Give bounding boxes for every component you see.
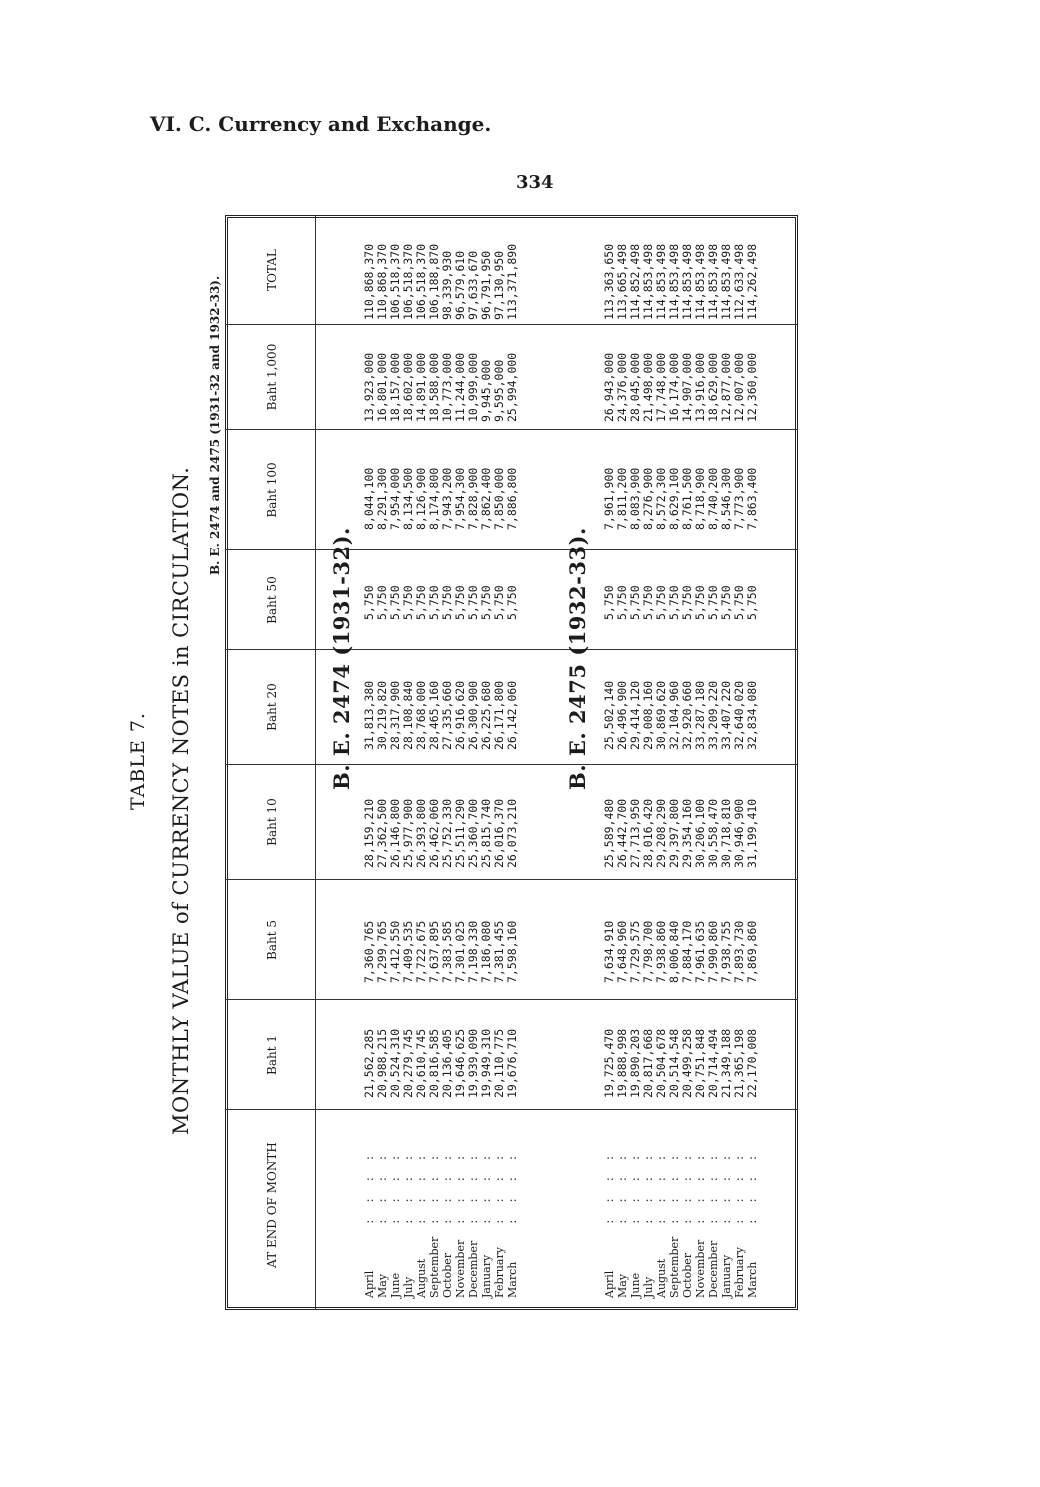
baht20-values (603, 681, 759, 750)
table-cell: 113,665,498 (615, 243, 629, 320)
table-cell: 26,225,680 (479, 680, 493, 750)
table-cell: 26,496,900 (615, 680, 629, 750)
table-cell: 5,750 (667, 585, 681, 620)
table-cell: November (454, 1239, 467, 1298)
table-cell: 113,371,890 (505, 243, 519, 320)
table-cell: 7,412,550 (388, 920, 402, 983)
table-cell: 31,199,410 (745, 798, 759, 868)
table-cell: 26,142,060 (505, 680, 519, 750)
table-cell: 96,791,950 (479, 250, 493, 320)
table-cell: 114,852,498 (628, 243, 642, 320)
table-cell: 28,317,900 (388, 680, 402, 750)
table-cell: 8,276,900 (641, 467, 655, 530)
month-list (603, 1237, 759, 1298)
table-cell: 26,146,800 (388, 798, 402, 868)
table-cell: 9,945,000 (479, 359, 493, 422)
table-cell: 20,514,548 (667, 1028, 681, 1098)
header-baht100: Baht 100 (265, 462, 279, 518)
table-cell: 28,465,160 (427, 680, 441, 750)
table-cell: 5,750 (680, 585, 694, 620)
table-cell: 7,598,160 (505, 920, 519, 983)
table-cell: 8,044,100 (362, 467, 376, 530)
table-cell: 114,853,498 (667, 243, 681, 320)
table-cell: 106,188,870 (427, 243, 441, 320)
table-cell: 20,504,678 (654, 1028, 668, 1098)
table-cell: 27,362,500 (375, 798, 389, 868)
baht50-values (363, 585, 519, 620)
table-cell: 21,562,285 (362, 1028, 376, 1098)
table-cell: 27,713,950 (628, 798, 642, 868)
table-cell: August (655, 1258, 668, 1298)
header-baht10: Baht 10 (265, 798, 279, 846)
table-cell: 5,750 (453, 585, 467, 620)
table-cell: 7,360,765 (362, 920, 376, 983)
leader-dot-row: : : : : (642, 1150, 655, 1225)
leader-dot-row: : : : : (493, 1150, 506, 1225)
page-number: 334 (516, 172, 554, 193)
table-cell: 28,016,420 (641, 798, 655, 868)
table-cell: 25,589,480 (602, 798, 616, 868)
baht5-values (603, 921, 759, 983)
section-heading: VI. C. Currency and Exchange. (150, 112, 492, 136)
table-cell: 7,383,585 (440, 920, 454, 983)
leader-dot-row: : : : : (402, 1150, 415, 1225)
table-cell: 18,602,000 (401, 352, 415, 422)
col-divider (225, 1109, 798, 1110)
table-cell: 25,752,330 (440, 798, 454, 868)
baht1-values (363, 1029, 519, 1098)
table-cell: 7,828,900 (466, 467, 480, 530)
table-cell: 32,104,960 (667, 680, 681, 750)
table-cell: December (707, 1240, 720, 1298)
table-cell: 20,110,775 (492, 1028, 506, 1098)
baht1-values (603, 1029, 759, 1098)
leader-dot-row: : : : : (707, 1150, 720, 1225)
table-cell: 7,938,860 (654, 920, 668, 983)
table-cell: 12,007,000 (732, 352, 746, 422)
table-cell: 19,646,625 (453, 1028, 467, 1098)
table-cell: 7,869,860 (745, 920, 759, 983)
table-cell: 25,502,140 (602, 680, 616, 750)
leader-dot-row: : : : : (454, 1150, 467, 1225)
table-cell: March (746, 1261, 759, 1298)
table-cell: February (493, 1247, 506, 1298)
table-cell: 26,943,000 (602, 352, 616, 422)
table-cell: 26,073,210 (505, 798, 519, 868)
table-cell: 30,558,470 (706, 798, 720, 868)
table-cell: April (363, 1270, 376, 1298)
table-cell: 32,920,660 (680, 680, 694, 750)
table-cell: 114,853,498 (680, 243, 694, 320)
table-cell: 110,868,370 (362, 243, 376, 320)
table-cell: 7,938,755 (719, 920, 733, 983)
table-cell: 30,718,810 (719, 798, 733, 868)
table-cell: September (668, 1236, 681, 1298)
table-cell: 5,750 (719, 585, 733, 620)
table-cell: 30,206,100 (693, 798, 707, 868)
table-cell: November (694, 1239, 707, 1298)
table-cell: 18,629,000 (706, 352, 720, 422)
table-cell: 5,750 (693, 585, 707, 620)
table-cell: 112,633,498 (732, 243, 746, 320)
table-cell: 110,868,370 (375, 243, 389, 320)
table-cell: 8,174,800 (427, 467, 441, 530)
baht1000-values (603, 353, 759, 422)
table-cell: 11,244,000 (453, 352, 467, 422)
col-divider (225, 764, 798, 765)
table-cell: 7,863,400 (745, 467, 759, 530)
table-cell: 5,750 (615, 585, 629, 620)
leader-dot-row: : : : : (733, 1150, 746, 1225)
table-cell: 5,750 (654, 585, 668, 620)
table-cell: 26,393,800 (414, 798, 428, 868)
table-cell: 28,159,210 (362, 798, 376, 868)
table-cell: 14,891,000 (414, 352, 428, 422)
table-cell: January (480, 1254, 493, 1298)
table-cell: 29,354,160 (680, 798, 694, 868)
table-cell: 8,761,500 (680, 467, 694, 530)
table-cell: 114,853,498 (641, 243, 655, 320)
header-total: TOTAL (265, 249, 279, 291)
table-cell: 8,572,300 (654, 467, 668, 530)
table-cell: 19,939,090 (466, 1028, 480, 1098)
table-cell: 7,729,575 (628, 920, 642, 983)
table-cell: 106,518,370 (401, 243, 415, 320)
table-cell: 5,750 (414, 585, 428, 620)
table-cell: 9,595,000 (492, 359, 506, 422)
total-values (603, 244, 759, 320)
leader-dot-row: : : : : (428, 1150, 441, 1225)
baht100-values (363, 468, 519, 530)
table-cell: 20,136,405 (440, 1028, 454, 1098)
table-cell: 98,339,930 (440, 250, 454, 320)
table-cell: 106,518,370 (414, 243, 428, 320)
leader-dot-row: : : : : (629, 1150, 642, 1225)
leader-dot-row: : : : : (681, 1150, 694, 1225)
table-cell: 13,923,000 (362, 352, 376, 422)
baht10-values (603, 799, 759, 868)
table-cell: 32,834,080 (745, 680, 759, 750)
table-cell: 24,376,000 (615, 352, 629, 422)
table-cell: 19,890,203 (628, 1028, 642, 1098)
table-cell: 8,083,900 (628, 467, 642, 530)
header-baht1000: Baht 1,000 (265, 343, 279, 411)
table-cell: 7,798,700 (641, 920, 655, 983)
table-cell: July (642, 1276, 655, 1298)
table-cell: 7,954,300 (453, 467, 467, 530)
table-cell: 113,363,650 (602, 243, 616, 320)
table-cell: 33,287,180 (693, 680, 707, 750)
table-cell: 20,817,668 (641, 1028, 655, 1098)
table-cell: 10,999,000 (466, 352, 480, 422)
table-cell: 25,511,290 (453, 798, 467, 868)
table-cell: April (603, 1270, 616, 1298)
table-cell: 7,634,910 (602, 920, 616, 983)
table-cell: 7,811,200 (615, 467, 629, 530)
table-cell: 5,750 (492, 585, 506, 620)
leader-dot-row: : : : : (616, 1150, 629, 1225)
month-list (363, 1237, 519, 1298)
table-cell: 7,722,675 (414, 920, 428, 983)
leader-dot-row: : : : : (694, 1150, 707, 1225)
table-cell: 8,629,100 (667, 467, 681, 530)
header-baht20: Baht 20 (265, 683, 279, 731)
baht5-values (363, 921, 519, 983)
rotated-table-page (125, 210, 825, 1310)
table-cell: 8,740,200 (706, 467, 720, 530)
table-cell: 114,853,498 (693, 243, 707, 320)
table-cell: June (389, 1272, 402, 1298)
table-cell: 5,750 (628, 585, 642, 620)
table-cell: 5,750 (388, 585, 402, 620)
table-cell: 5,750 (745, 585, 759, 620)
table-cell: 21,349,188 (719, 1028, 733, 1098)
table-cell: 25,360,700 (466, 798, 480, 868)
table-cell: 20,988,215 (375, 1028, 389, 1098)
table-cell: 114,853,498 (706, 243, 720, 320)
table-cell: 10,773,000 (440, 352, 454, 422)
table-cell: 25,815,740 (479, 798, 493, 868)
table-cell: 26,300,900 (466, 680, 480, 750)
table-cell: October (681, 1252, 694, 1298)
table-cell: 7,954,000 (388, 467, 402, 530)
table-cell: December (467, 1240, 480, 1298)
table-title: MONTHLY VALUE of CURRENCY NOTES in CIRCULATION. (169, 466, 193, 1135)
leader-dot-row: : : : : (720, 1150, 733, 1225)
table-cell: 97,130,950 (492, 250, 506, 320)
leader-dot-row: : : : : (506, 1150, 519, 1225)
leader-dot-row: : : : : (668, 1150, 681, 1225)
leader-dot-row: : : : : (746, 1150, 759, 1225)
table-cell: September (428, 1236, 441, 1298)
table-cell: 32,640,020 (732, 680, 746, 750)
table-cell: 97,633,670 (466, 250, 480, 320)
baht10-values (363, 799, 519, 868)
table-cell: 5,750 (375, 585, 389, 620)
table-cell: 7,381,455 (492, 920, 506, 983)
table-cell: 5,750 (401, 585, 415, 620)
table-cell: 20,499,258 (680, 1028, 694, 1098)
table-cell: 5,750 (362, 585, 376, 620)
table-cell: 7,961,900 (602, 467, 616, 530)
table-cell: 114,853,498 (654, 243, 668, 320)
total-values (363, 244, 519, 320)
col-divider (225, 549, 798, 550)
table-cell: 5,750 (479, 585, 493, 620)
col-divider (225, 999, 798, 1000)
table-cell: 19,888,998 (615, 1028, 629, 1098)
table-cell: 25,977,900 (401, 798, 415, 868)
table-cell: 5,750 (466, 585, 480, 620)
table-cell: 7,886,800 (505, 467, 519, 530)
table-cell: 26,171,800 (492, 680, 506, 750)
table-cell: 12,360,000 (745, 352, 759, 422)
table-cell: 7,773,900 (732, 467, 746, 530)
table-cell: 26,462,060 (427, 798, 441, 868)
table-cell: 28,768,000 (414, 680, 428, 750)
header-baht1: Baht 1 (265, 1035, 279, 1075)
table-cell: 12,877,000 (719, 352, 733, 422)
table-cell: 26,916,620 (453, 680, 467, 750)
table-cell: 20,751,848 (693, 1028, 707, 1098)
table-cell: 21,498,000 (641, 352, 655, 422)
leader-dots (363, 1151, 519, 1225)
table-cell: 22,170,008 (745, 1028, 759, 1098)
table-cell: 7,299,765 (375, 920, 389, 983)
leader-dots (603, 1151, 759, 1225)
table-cell: 7,198,330 (466, 920, 480, 983)
table-cell: 25,994,000 (505, 352, 519, 422)
table-cell: 33,209,220 (706, 680, 720, 750)
header-rule (315, 215, 316, 1310)
table-cell: 16,174,000 (667, 352, 681, 422)
table-cell: 16,801,000 (375, 352, 389, 422)
table-cell: 8,718,900 (693, 467, 707, 530)
table-cell: 8,126,900 (414, 467, 428, 530)
table-cell: 7,862,400 (479, 467, 493, 530)
table-cell: August (415, 1258, 428, 1298)
leader-dot-row: : : : : (467, 1150, 480, 1225)
year-heading: B. E. 2475 (1932-33). (565, 527, 590, 790)
baht100-values (603, 468, 759, 530)
table-cell: 5,750 (641, 585, 655, 620)
header-baht50: Baht 50 (265, 576, 279, 624)
table-cell: 7,990,860 (706, 920, 720, 983)
table-cell: October (441, 1252, 454, 1298)
table-cell: 5,750 (440, 585, 454, 620)
table-cell: 5,750 (602, 585, 616, 620)
table-cell: 20,714,494 (706, 1028, 720, 1098)
table-cell: 20,524,310 (388, 1028, 402, 1098)
table-cell: 7,301,025 (453, 920, 467, 983)
col-divider (225, 429, 798, 430)
table-cell: 30,219,820 (375, 680, 389, 750)
table-cell: 7,884,170 (680, 920, 694, 983)
table-cell: 18,157,000 (388, 352, 402, 422)
table-cell: 14,907,000 (680, 352, 694, 422)
table-cell: 21,365,198 (732, 1028, 746, 1098)
table-cell: 20,816,585 (427, 1028, 441, 1098)
table-cell: 8,134,500 (401, 467, 415, 530)
leader-dot-row: : : : : (389, 1150, 402, 1225)
table-cell: 19,949,310 (479, 1028, 493, 1098)
table-cell: 13,916,000 (693, 352, 707, 422)
year-heading: B. E. 2474 (1931-32). (329, 527, 354, 790)
table-cell: 5,750 (505, 585, 519, 620)
table-cell: 29,008,160 (641, 680, 655, 750)
table-cell: 33,407,220 (719, 680, 733, 750)
table-cell: 114,262,498 (745, 243, 759, 320)
table-cell: 28,108,840 (401, 680, 415, 750)
leader-dot-row: : : : : (441, 1150, 454, 1225)
leader-dot-row: : : : : (415, 1150, 428, 1225)
table-cell: 106,518,370 (388, 243, 402, 320)
table-cell: 29,414,120 (628, 680, 642, 750)
leader-dot-row: : : : : (603, 1150, 616, 1225)
table-cell: 7,409,535 (401, 920, 415, 983)
table-cell: 29,208,290 (654, 798, 668, 868)
table-cell: 7,637,895 (427, 920, 441, 983)
table-cell: February (733, 1247, 746, 1298)
header-month: AT END OF MONTH (265, 1142, 279, 1268)
col-divider (225, 324, 798, 325)
table-cell: 8,546,300 (719, 467, 733, 530)
table-cell: 30,869,620 (654, 680, 668, 750)
table-cell: May (376, 1273, 389, 1298)
table-cell: 7,186,080 (479, 920, 493, 983)
table-cell: May (616, 1273, 629, 1298)
table-cell: 27,335,660 (440, 680, 454, 750)
table-cell: 8,006,840 (667, 920, 681, 983)
table-cell: 28,045,000 (628, 352, 642, 422)
leader-dot-row: : : : : (363, 1150, 376, 1225)
table-cell: 26,016,370 (492, 798, 506, 868)
table-cell: 19,676,710 (505, 1028, 519, 1098)
table-cell: 20,279,745 (401, 1028, 415, 1098)
table-cell: 5,750 (706, 585, 720, 620)
table-cell: 114,853,498 (719, 243, 733, 320)
table-cell: 26,442,700 (615, 798, 629, 868)
leader-dot-row: : : : : (655, 1150, 668, 1225)
table-cell: 29,397,800 (667, 798, 681, 868)
table-cell: 7,961,635 (693, 920, 707, 983)
col-divider (225, 879, 798, 880)
leader-dot-row: : : : : (376, 1150, 389, 1225)
table-cell: 18,588,000 (427, 352, 441, 422)
table-cell: July (402, 1276, 415, 1298)
table-cell: 7,850,000 (492, 467, 506, 530)
table-subtitle: B. E. 2474 and 2475 (1931-32 and 1932-33). (208, 275, 222, 575)
table-cell: 8,291,300 (375, 467, 389, 530)
table-cell: 7,893,730 (732, 920, 746, 983)
table-cell: 30,946,900 (732, 798, 746, 868)
baht1000-values (363, 353, 519, 422)
table-cell: January (720, 1254, 733, 1298)
table-cell: 5,750 (732, 585, 746, 620)
baht50-values (603, 585, 759, 620)
leader-dot-row: : : : : (480, 1150, 493, 1225)
table-cell: 5,750 (427, 585, 441, 620)
table-cell: 7,943,200 (440, 467, 454, 530)
table-cell: June (629, 1272, 642, 1298)
table-number: TABLE 7. (127, 712, 149, 810)
table-cell: 31,813,380 (362, 680, 376, 750)
table-cell: March (506, 1261, 519, 1298)
table-cell: 7,648,960 (615, 920, 629, 983)
table-cell: 96,579,610 (453, 250, 467, 320)
table-cell: 19,725,470 (602, 1028, 616, 1098)
table-cell: 20,610,745 (414, 1028, 428, 1098)
table-cell: 17,748,000 (654, 352, 668, 422)
header-baht5: Baht 5 (265, 920, 279, 960)
col-divider (225, 649, 798, 650)
baht20-values (363, 681, 519, 750)
